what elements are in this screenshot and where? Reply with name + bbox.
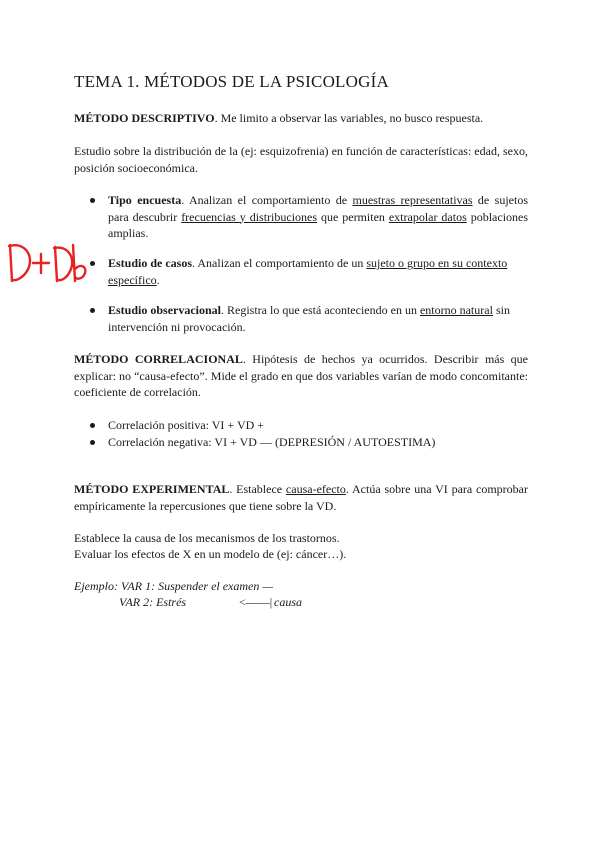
underline-frecuencias: frecuencias y distribuciones [181, 209, 318, 224]
example-line-1: Ejemplo: VAR 1: Suspender el examen — [74, 579, 274, 593]
term-observacional: Estudio observacional [108, 303, 222, 317]
descriptive-intro [74, 110, 528, 127]
experimental-line-1: Establece la causa de los mecanismos de los trastornos. [74, 531, 340, 545]
correlational-paragraph: MÉTODO CORRELACIONAL. Hipótesis de hechos ya ocurridos. Describir más que explicar: no “causa-efecto”. Mide el grado en que dos variables varían de modo concomitante: coeficiente de correlación. [74, 352, 529, 399]
handwritten-annotation [3, 237, 89, 285]
bullet-icon [90, 198, 95, 203]
descriptive-paragraph: Estudio sobre la distribución de la (ej: esquizofrenia) en función de características: edad, sexo, posición socioeconómica. [74, 144, 528, 175]
underline-causa-efecto: causa-efecto [285, 482, 346, 496]
descriptive-heading: MÉTODO DESCRIPTIVO [74, 111, 215, 125]
underline-sujeto: sujeto o grupo en su contexto específico [108, 256, 508, 287]
underline-muestras: muestras representativas [352, 193, 473, 207]
descriptive-intro-text: . Me limito a observar las variables, no busco respuesta. [214, 111, 484, 125]
example-causa: causa [274, 595, 302, 609]
experimental-paragraph: MÉTODO EXPERIMENTAL. Establece causa-efecto. Actúa sobre una VI para comprobar empíricamente la repercusiones que tiene sobre la VD. [74, 482, 528, 513]
experimental-line-2: Evaluar los efectos de X en un modelo de (ej: cáncer…). [74, 547, 347, 561]
list-item-encuesta: Tipo encuesta. Analizan el comportamiento de muestras representativas de sujetos para descubrir frecuencias y distribuciones que permiten extrapolar datos poblaciones amplias. [74, 192, 528, 242]
underline-entorno: entorno natural [419, 303, 493, 317]
underline-extrapolar: extrapolar datos [388, 209, 467, 224]
bullet-icon [90, 423, 95, 428]
descriptive-list-3 [74, 302, 528, 335]
descriptive-list-1 [74, 192, 528, 242]
descriptive-list-2 [74, 255, 528, 288]
correlational-list [74, 417, 528, 450]
correlational-heading: MÉTODO CORRELACIONAL [74, 352, 243, 366]
list-item-casos: Estudio de casos. Analizan el comportamiento de un sujeto o grupo en su contexto específico. [74, 255, 528, 288]
bullet-icon [90, 261, 95, 266]
term-encuesta: Tipo encuesta [108, 193, 182, 207]
bullet-icon [90, 440, 95, 445]
bullet-icon [90, 308, 95, 313]
example-arrow: <——| [239, 595, 273, 609]
experimental-heading: MÉTODO EXPERIMENTAL [74, 482, 230, 496]
example-var2: VAR 2: Estrés [119, 595, 187, 609]
list-item: Correlación negativa: VI + VD — (DEPRESIÓN / AUTOESTIMA) [74, 434, 528, 451]
term-casos: Estudio de casos [108, 256, 193, 270]
list-item: Correlación positiva: VI + VD + [74, 417, 528, 434]
page-title: TEMA 1. MÉTODOS DE LA PSICOLOGÍA [74, 72, 389, 91]
list-item-observacional: Estudio observacional. Registra lo que está aconteciendo en un entorno natural sin intervención ni provocación. [74, 302, 528, 335]
